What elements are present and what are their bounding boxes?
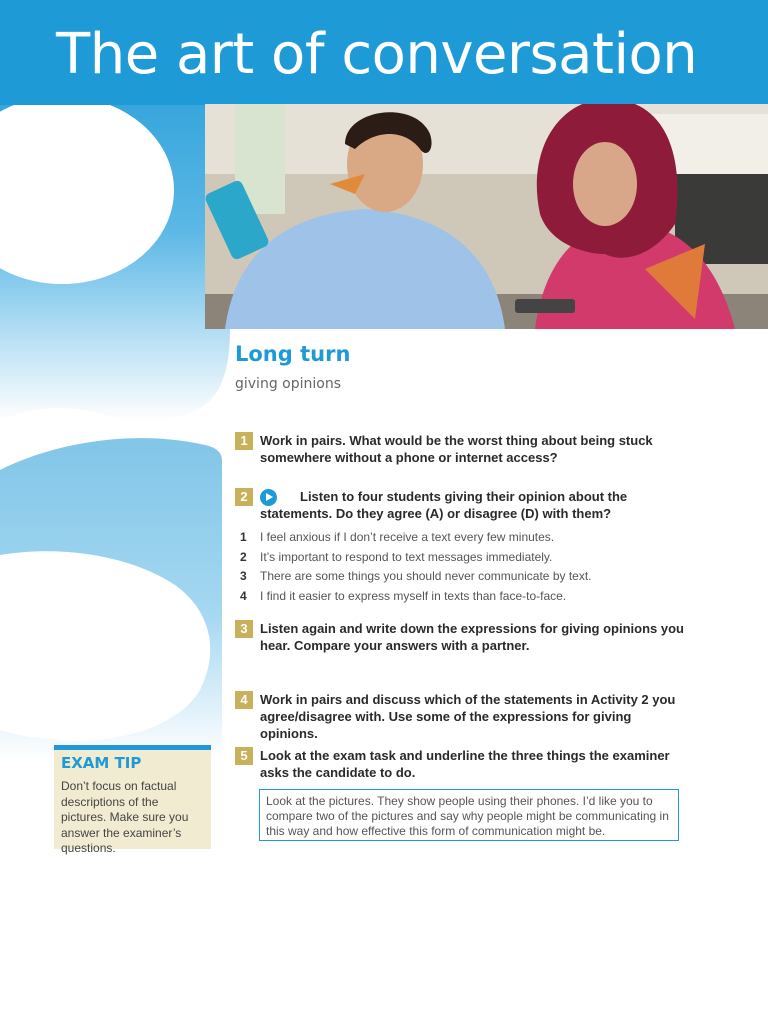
statement-number: 2 (240, 549, 247, 564)
statement-text: I find it easier to express myself in texts than face-to-face. (260, 588, 567, 603)
activity-5 (235, 747, 685, 781)
exam-task-box: Look at the pictures. They show people using their phones. I’d like you to compare two of the pictures and say why people might be communicating in this way and how effective this form of communication might be. (259, 789, 679, 841)
statement-text: There are some things you should never communicate by text. (260, 569, 592, 583)
exam-tip-text: Don’t focus on factual descriptions of the pictures. Make sure you answer the examiner’s questions. (61, 779, 189, 855)
section-subtitle: giving opinions (235, 376, 341, 392)
exam-tip-title: EXAM TIP (61, 754, 142, 772)
exam-tip-bar (54, 745, 211, 750)
photo-illustration (205, 104, 768, 329)
activity-text: Look at the exam task and underline the three things the examiner asks the candidate to do. (260, 748, 670, 780)
play-audio-icon[interactable] (260, 489, 277, 506)
activity-text: Listen again and write down the expressions for giving opinions you hear. Compare your answers with a partner. (260, 621, 684, 653)
activity-1 (235, 432, 685, 466)
activity-4 (235, 691, 685, 742)
statement-number: 4 (240, 588, 247, 603)
header-photo (205, 104, 768, 329)
activity-3 (235, 620, 685, 654)
section-title: Long turn (235, 342, 351, 366)
statement-number: 3 (240, 569, 247, 583)
activity-number: 4 (235, 691, 253, 709)
activity-number: 2 (235, 488, 253, 506)
activity-text: Listen to four students giving their opinion about the statements. Do they agree (A) or disagree (D) with them? (260, 489, 628, 521)
activity-2 (235, 488, 685, 522)
statement-number: 1 (240, 530, 247, 544)
page-title: The art of conversation (56, 22, 698, 87)
statement-text: I feel anxious if I don’t receive a text every few minutes. (260, 530, 555, 544)
activity-text: Work in pairs. What would be the worst thing about being stuck somewhere without a phone or internet access? (260, 433, 653, 465)
list-item (240, 587, 680, 607)
activity-number: 3 (235, 620, 253, 638)
list-item (240, 528, 680, 548)
activity-number: 5 (235, 747, 253, 765)
list-item (240, 567, 680, 587)
exam-tip-box (54, 745, 211, 855)
list-item (240, 548, 680, 568)
statement-list (240, 528, 680, 606)
activity-number: 1 (235, 432, 253, 450)
statement-text: It’s important to respond to text messages immediately. (260, 549, 553, 564)
activity-text: Work in pairs and discuss which of the statements in Activity 2 you agree/disagree with. Use some of the expressions for giving opinions. (260, 692, 676, 741)
